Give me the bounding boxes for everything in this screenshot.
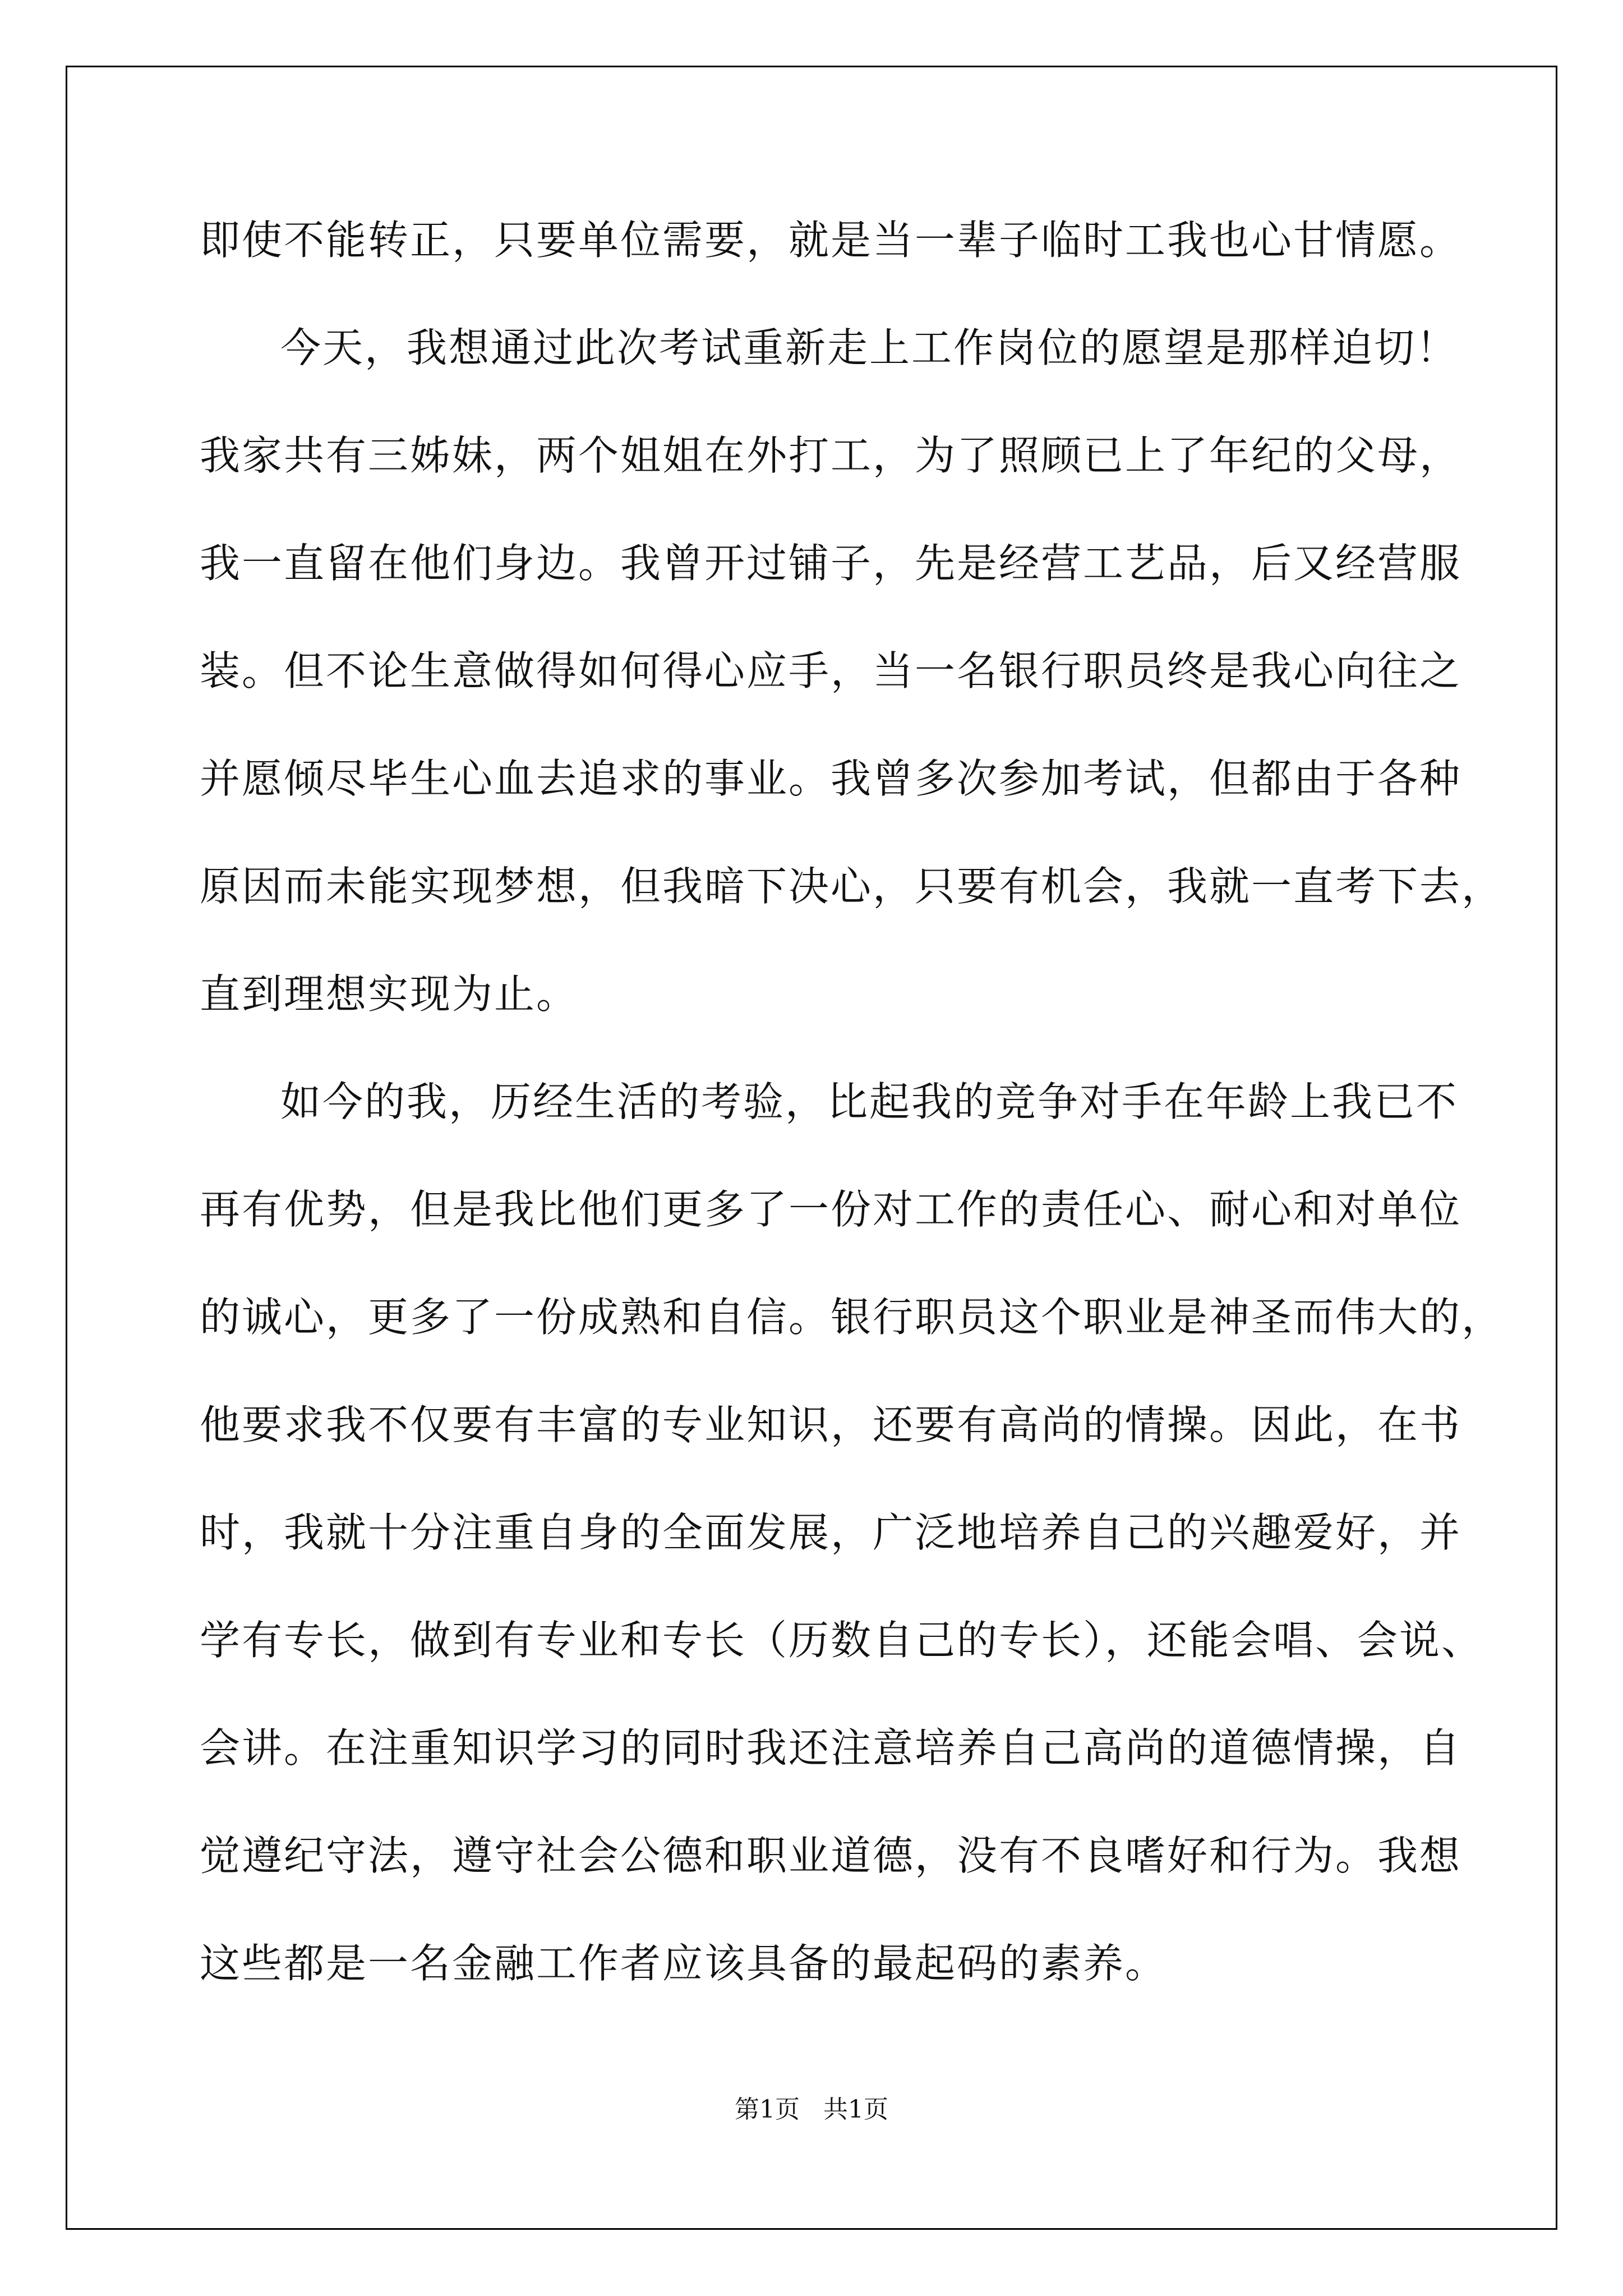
text-line: 觉遵纪守法，遵守社会公德和职业道德，没有不良嗜好和行为。我想 — [200, 1832, 1462, 1879]
text-line: 他要求我不仅要有丰富的专业知识，还要有高尚的情操。因此，在书 — [200, 1401, 1462, 1448]
text-line: 直到理想实现为止。 — [200, 970, 579, 1018]
text-line: 学有专长，做到有专业和专长（历数自己的专长），还能会唱、会说、 — [200, 1617, 1484, 1664]
text-line: 装。但不论生意做得如何得心应手，当一名银行职员终是我心向往之 — [200, 647, 1462, 694]
text-line: 我家共有三姊妹，两个姐姐在外打工，为了照顾已上了年纪的父母， — [200, 432, 1462, 479]
page-border — [66, 66, 1557, 2230]
text-line: 我一直留在他们身边。我曾开过铺子，先是经营工艺品，后又经营服 — [200, 540, 1462, 587]
page-footer: 第1页 共1页 — [735, 2095, 888, 2124]
text-line: 即使不能转正，只要单位需要，就是当一辈子临时工我也心甘情愿。 — [200, 217, 1462, 264]
text-line: 的诚心，更多了一份成熟和自信。银行职员这个职业是神圣而伟大的， — [200, 1294, 1504, 1341]
paragraph-start-line: 今天，我想通过此次考试重新走上工作岗位的愿望是那样迫切！ — [280, 324, 1459, 371]
text-line: 会讲。在注重知识学习的同时我还注意培养自己高尚的道德情操，自 — [200, 1724, 1462, 1772]
text-line: 原因而未能实现梦想，但我暗下决心，只要有机会，我就一直考下去， — [200, 863, 1504, 910]
text-line: 再有优势，但是我比他们更多了一份对工作的责任心、耐心和对单位 — [200, 1186, 1462, 1233]
text-line: 这些都是一名金融工作者应该具备的最起码的素养。 — [200, 1940, 1168, 1987]
text-line: 时，我就十分注重自身的全面发展，广泛地培养自己的兴趣爱好，并 — [200, 1509, 1462, 1556]
text-line: 并愿倾尽毕生心血去追求的事业。我曾多次参加考试，但都由于各种 — [200, 755, 1462, 802]
paragraph-start-line: 如今的我，历经生活的考验，比起我的竞争对手在年龄上我已不 — [280, 1078, 1459, 1125]
